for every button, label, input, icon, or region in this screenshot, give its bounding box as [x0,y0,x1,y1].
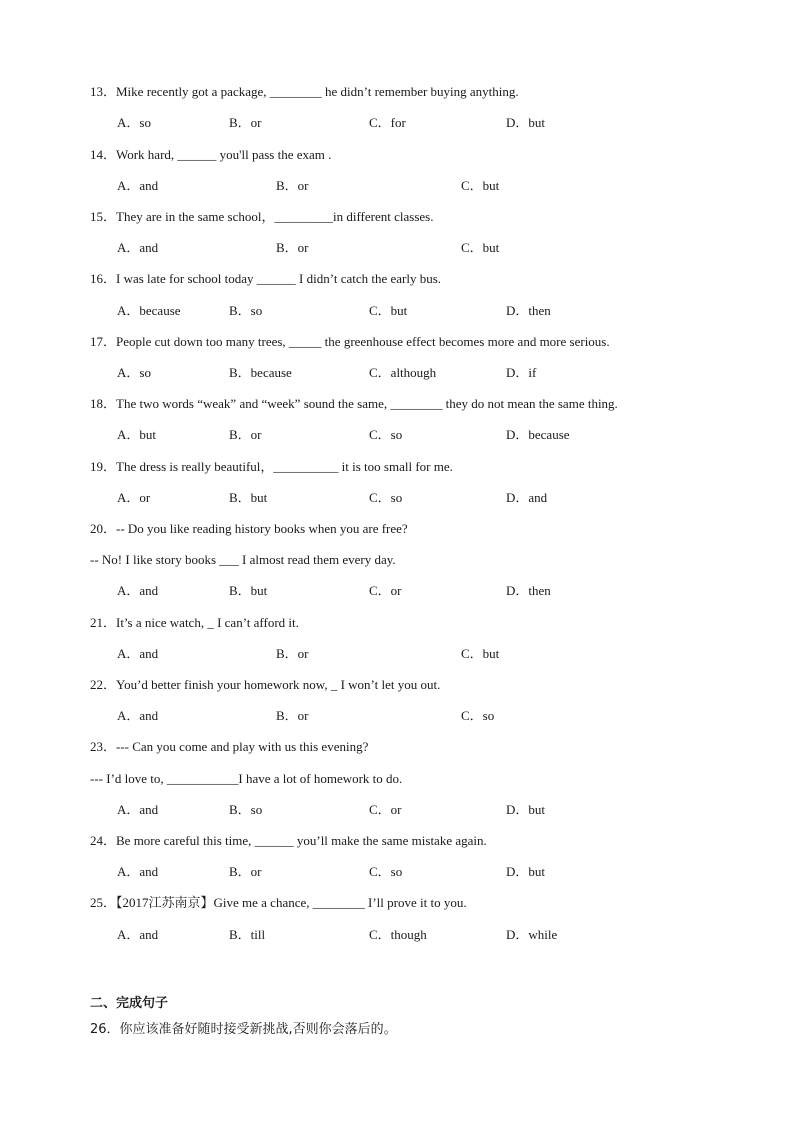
option-a: A．so [117,115,151,130]
option-b: B．or [276,646,309,661]
question-13-options [0,115,794,131]
option-a: A．and [117,583,159,598]
question-19-stem: 19．The dress is really beautiful，__________ it is too small for me. [90,459,453,474]
option-a: A．and [117,864,159,879]
option-d: D．and [506,490,548,505]
question-25-stem: 25．【2017江苏南京】Give me a chance, ________ I’ll prove it to you. [90,895,467,910]
question-18-stem: 18．The two words “weak” and “week” sound the same, ________ they do not mean the same thing. [90,396,618,411]
option-b: B．or [229,427,262,442]
option-c: C．although [369,365,437,380]
option-d: D．but [506,115,546,130]
question-23-stem: 23．--- Can you come and play with us this evening? [90,739,369,754]
option-a: A．and [117,802,159,817]
option-d: D．if [506,365,537,380]
question-24-stem: 24．Be more careful this time, ______ you’ll make the same mistake again. [90,833,487,848]
question-16-options [0,303,794,319]
option-c: C．so [369,427,403,442]
option-b: B．so [229,303,263,318]
option-c: C．so [369,864,403,879]
question-26-stem: 26．你应该准备好随时接受新挑战,否则你会落后的。 [90,1022,397,1037]
option-c: C．but [461,646,500,661]
option-c: C．but [461,178,500,193]
question-14-stem: 14．Work hard, ______ you'll pass the exam . [90,147,332,162]
option-d: D．while [506,927,558,942]
option-c: C．but [369,303,408,318]
option-c: C．for [369,115,406,130]
option-a: A．and [117,240,159,255]
option-b: B．or [229,864,262,879]
question-22-stem: 22．You’d better finish your homework now, _ I won’t let you out. [90,677,441,692]
option-a: A．so [117,365,151,380]
question-20-stem: 20．-- Do you like reading history books when you are free? [90,521,408,536]
option-c: C．though [369,927,427,942]
option-a: A．because [117,303,181,318]
option-c: C．or [369,802,402,817]
question-15-options [0,240,794,256]
question-21-stem: 21．It’s a nice watch, _ I can’t afford it. [90,615,299,630]
option-a: A．and [117,927,159,942]
option-d: D．then [506,303,551,318]
option-a: A．and [117,646,159,661]
question-13-stem: 13．Mike recently got a package, ________ he didn’t remember buying anything. [90,84,519,99]
option-d: D．then [506,583,551,598]
question-25-options [0,927,794,943]
question-17-stem: 17．People cut down too many trees, _____ the greenhouse effect becomes more and more serious. [90,334,610,349]
option-a: A．and [117,708,159,723]
option-c: C．so [369,490,403,505]
option-b: B．but [229,490,268,505]
question-24-options [0,864,794,880]
option-a: A．but [117,427,157,442]
option-b: B．but [229,583,268,598]
option-a: A．and [117,178,159,193]
question-18-options [0,427,794,443]
option-b: B．or [229,115,262,130]
question-17-options [0,365,794,381]
question-20-options [0,583,794,599]
option-a: A．or [117,490,151,505]
option-b: B．till [229,927,266,942]
question-16-stem: 16．I was late for school today ______ I didn’t catch the early bus. [90,271,442,286]
option-c: C．but [461,240,500,255]
option-d: D．because [506,427,570,442]
question-19-options [0,490,794,506]
question-20-reply: -- No! I like story books ___ I almost read them every day. [90,552,396,567]
question-22-options [0,708,794,724]
option-c: C．so [461,708,495,723]
option-d: D．but [506,864,546,879]
option-b: B．or [276,240,309,255]
option-b: B．or [276,178,309,193]
option-b: B．because [229,365,292,380]
question-15-stem: 15．They are in the same school，_________in different classes. [90,209,434,224]
question-21-options [0,646,794,662]
option-d: D．but [506,802,546,817]
question-23-reply: --- I’d love to, ___________I have a lot of homework to do. [90,771,403,786]
question-23-options [0,802,794,818]
section-heading: 二、完成句子 [90,996,169,1011]
option-b: B．or [276,708,309,723]
option-c: C．or [369,583,402,598]
question-14-options [0,178,794,194]
option-b: B．so [229,802,263,817]
